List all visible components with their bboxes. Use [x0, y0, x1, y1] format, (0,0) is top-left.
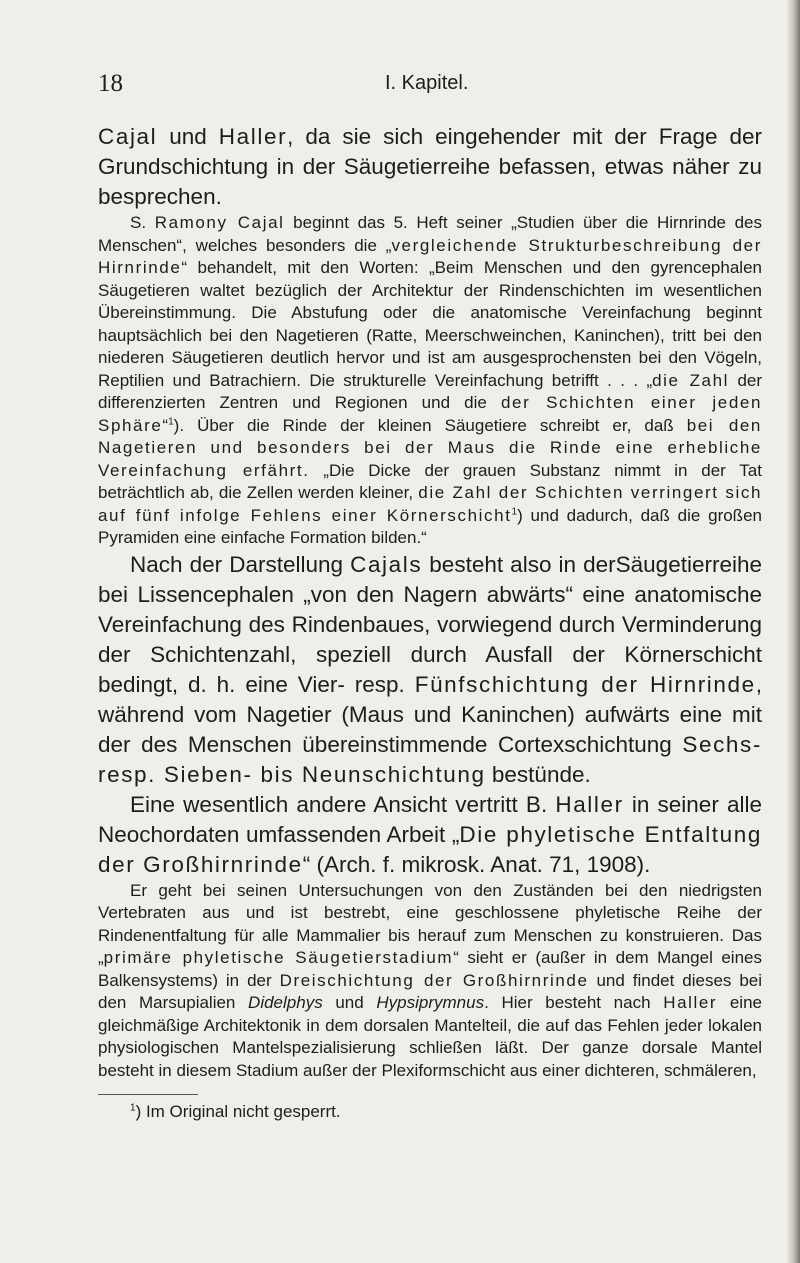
- paragraph-4: [98, 790, 762, 880]
- spaced-name: Haller: [555, 791, 624, 817]
- text-run: „Die Dicke der grauen Substanz nimmt in der Tat beträchtlich ab, die Zellen werden kleiner,: [98, 460, 762, 502]
- text-run: ). Über die Rinde der kleinen Säugetiere schreibt er, daß: [173, 415, 687, 435]
- text-run: und: [157, 124, 219, 149]
- text-run: “ behandelt, mit den Worten: „Beim Menschen und den gyrencephalen Säugetieren waltet bezüglich der Architektur der Rindenschichten im wesentlichen Übereinstimmung. Die Abstufung oder die anatomische Vereinfachung beginnt hauptsächlich bei den Nagetieren (Ratte, Meerschweinchen, Kaninchen), tritt bei den niederen Säugetieren deutlich hervor und ist am ausgesprochensten bei den Vögeln, Reptilien und Batrachiern. Die strukturelle Vereinfachung betrifft . . . „: [98, 258, 762, 390]
- italic-genus: Hypsiprymnus: [376, 993, 485, 1012]
- spaced-emphasis: Sechs- resp. Sieben- bis Neunschichtung: [98, 731, 762, 787]
- text-run: “: [162, 415, 169, 435]
- footnote: [98, 1101, 762, 1123]
- text-run: “ (Arch. f. mikrosk. Anat. 71, 1908).: [302, 851, 651, 877]
- text-run: in seiner alle Neochordaten umfassenden Arbeit „: [98, 791, 762, 847]
- spaced-name: Haller: [218, 124, 288, 149]
- text-run: “ sieht er (außer in dem Mangel eines Balkensystems) in der: [98, 948, 762, 990]
- spaced-emphasis: Fünfschichtung der Hirnrinde: [414, 671, 756, 697]
- spaced-emphasis: Die phyletische Entfaltung der Großhirnrinde: [98, 821, 762, 877]
- spaced-name: Haller: [663, 993, 718, 1012]
- page-edge-shadow: [786, 0, 800, 1263]
- paragraph-5: [98, 880, 762, 1083]
- text-run: und: [322, 993, 377, 1012]
- paragraph-3: [98, 550, 762, 790]
- text-run: beginnt das 5. Heft seiner „Studien über die Hirnrinde des Menschen“, welches besonders die „: [98, 213, 763, 255]
- text-run: Eine wesentlich andere Ansicht vertritt B.: [130, 791, 556, 817]
- spaced-emphasis: vergleichende Strukturbeschreibung der Hirnrinde: [98, 235, 762, 277]
- footnote-divider: [98, 1094, 198, 1095]
- page-number: 18: [98, 70, 123, 97]
- running-head: I. Kapitel.: [385, 72, 469, 94]
- text-run: der differenzierten Zentren und Regionen und die: [98, 370, 763, 412]
- spaced-emphasis: der Schichten einer jeden Sphäre: [98, 393, 762, 435]
- footnote-text: ) Im Original nicht gesperrt.: [135, 1102, 341, 1121]
- spaced-name: Ramony Cajal: [154, 213, 285, 232]
- spaced-emphasis: primäre phyletische Säugetierstadium: [103, 948, 454, 967]
- spaced-name: Cajals: [350, 551, 423, 577]
- paragraph-2: [98, 212, 762, 550]
- paragraph-1: [98, 122, 762, 212]
- body-text: [98, 122, 762, 1123]
- spaced-emphasis: Dreischichtung der Großhirnrinde: [279, 970, 589, 990]
- text-run: Er geht bei seinen Untersuchungen von den Zuständen bei den niedrigsten Vertebraten aus und ist bestrebt, eine geschlossene phyletische Reihe der Rindenentfaltung für alle Mammalier bis herauf zum Menschen zu konstruieren. Das „: [98, 880, 762, 967]
- footnote-ref: 1: [511, 505, 518, 517]
- footnote-ref: 1: [168, 415, 174, 427]
- text-run: , da sie sich eingehender mit der Frage der Grundschichtung in der Säugetierreihe befassen, etwas näher zu besprechen.: [98, 124, 763, 209]
- spaced-emphasis: bei den Nagetieren und besonders bei der Maus die Rinde eine erhebliche Vereinfachung erfährt.: [98, 415, 762, 480]
- text-run: Nach der Darstellung: [130, 551, 351, 577]
- text-run: S.: [130, 213, 155, 232]
- italic-genus: Didelphys: [248, 993, 323, 1012]
- spaced-emphasis: die Zahl der Schichten verringert sich auf fünf infolge Fehlens einer Körnerschicht: [98, 483, 763, 525]
- text-run: und findet dieses bei den Marsupialien: [98, 970, 763, 1012]
- footnote-mark: 1: [130, 1102, 136, 1114]
- text-run: eine gleichmäßige Architektonik in dem dorsalen Mantelteil, die auf das Fehlen jeder lokalen physiologischen Mantelspezialisierung schließen läßt. Der ganze dorsale Mantel besteht in diesem Stadium außer der Plexiformschicht aus einer dichteren, schmäleren,: [98, 993, 762, 1080]
- text-run: . Hier besteht nach: [484, 993, 664, 1012]
- spaced-emphasis: die Zahl: [652, 370, 730, 390]
- text-run: , während vom Nagetier (Maus und Kaninchen) aufwärts eine mit der des Menschen übereinstimmende Cortexschichtung: [98, 671, 762, 757]
- spaced-name: Cajal: [98, 124, 158, 149]
- text-run: bestünde.: [485, 761, 591, 787]
- text-run: ) und dadurch, daß die großen Pyramiden eine einfache Formation bilden.“: [98, 505, 762, 547]
- text-run: besteht also in derSäugetierreihe bei Lissencephalen „von den Nagern abwärts“ eine anatomische Vereinfachung des Rindenbaues, vorwiegend durch Verminderung der Schichtenzahl, speziell durch Ausfall der Körnerschicht bedingt, d. h. eine Vier- resp.: [98, 551, 762, 697]
- page-header: [0, 70, 800, 104]
